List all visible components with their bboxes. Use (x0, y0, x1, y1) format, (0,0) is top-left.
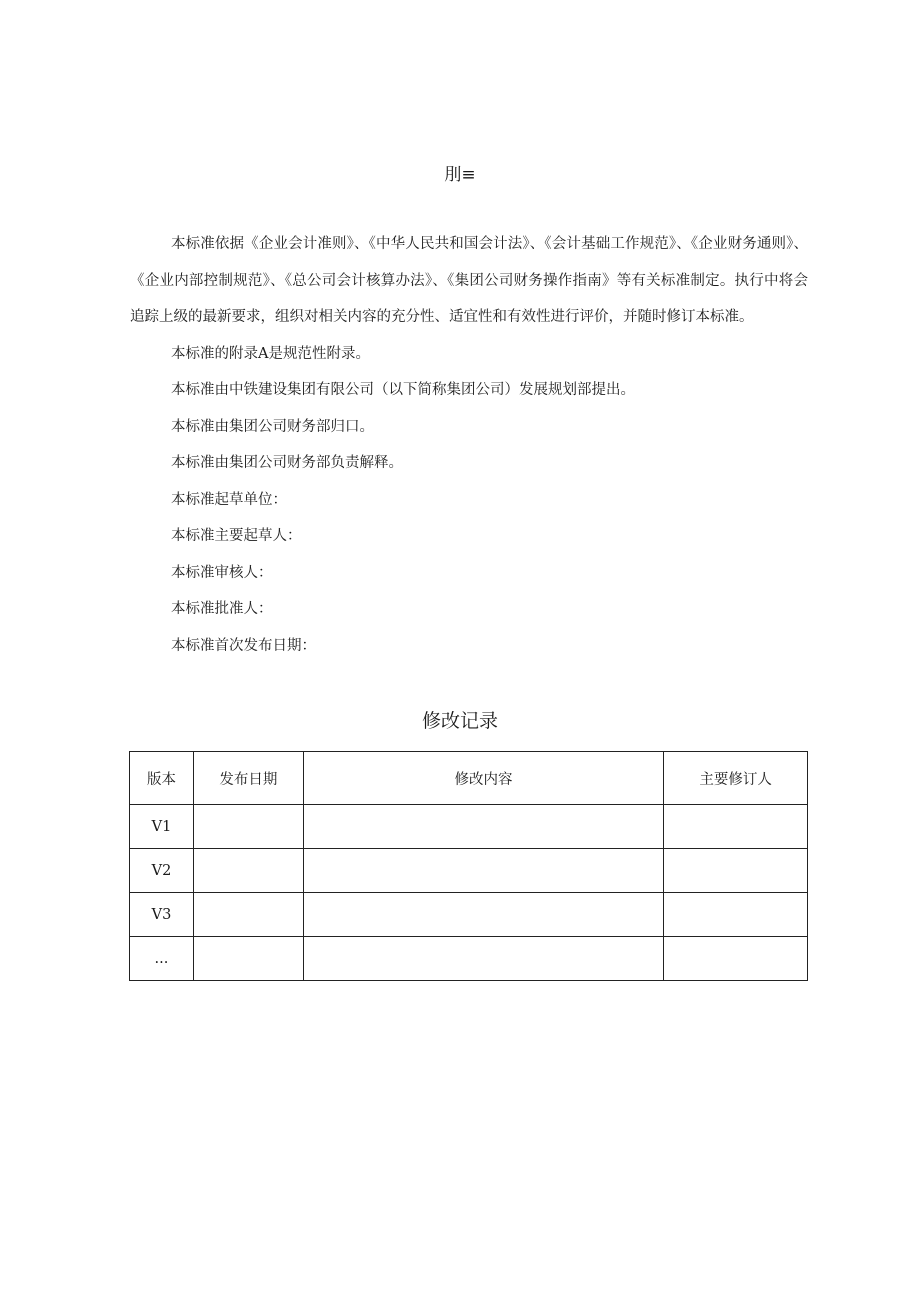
cell-main-reviser (664, 893, 808, 937)
cell-main-reviser (664, 937, 808, 981)
cell-release-date (193, 937, 303, 981)
cell-main-reviser (664, 805, 808, 849)
cell-version: ... (130, 937, 194, 981)
body-line-first-release-date: 本标准首次发布日期： (171, 637, 316, 654)
table-header-row (130, 752, 808, 805)
document-body (130, 226, 808, 664)
intro-paragraph: 本标准依据《企业会计准则》、《中华人民共和国会计法》、《会计基础工作规范》、《企业财务通则》、《企业内部控制规范》、《总公司会计核算办法》、《集团公司财务操作指南》等有关标准制定。执行中将会追踪上级的最新要求，组织对相关内容的充分性、适宜性和有效性进行评价，并随时修订本标准。 (130, 236, 808, 325)
cell-version: V1 (130, 805, 194, 849)
cell-main-reviser (664, 849, 808, 893)
cell-release-date (193, 805, 303, 849)
table-row (130, 805, 808, 849)
table-row (130, 937, 808, 981)
table-row (130, 849, 808, 893)
header-main-reviser: 主要修订人 (664, 752, 808, 805)
revision-record-title: 修改记录 (421, 710, 498, 732)
body-line-drafting-unit: 本标准起草单位： (171, 491, 287, 508)
page-title: 刖≡ (444, 165, 476, 185)
cell-change-content (303, 893, 663, 937)
table-row (130, 893, 808, 937)
body-line-approver: 本标准批准人： (171, 601, 273, 617)
header-change-content: 修改内容 (303, 752, 663, 805)
body-line-proposed-by: 本标准由中铁建设集团有限公司（以下简称集团公司）发展规划部提出。 (171, 382, 635, 398)
body-line-reviewer: 本标准审核人： (171, 564, 273, 581)
body-line-main-drafters: 本标准主要起草人： (171, 528, 302, 544)
cell-release-date (193, 849, 303, 893)
header-version: 版本 (130, 752, 194, 805)
cell-version: V3 (130, 893, 194, 937)
cell-change-content (303, 805, 663, 849)
cell-change-content (303, 849, 663, 893)
body-line-interpreted-by: 本标准由集团公司财务部负责解释。 (171, 455, 403, 471)
body-line-managed-by: 本标准由集团公司财务部归口。 (171, 418, 374, 435)
revision-table (129, 751, 808, 981)
header-release-date: 发布日期 (193, 752, 303, 805)
cell-change-content (303, 937, 663, 981)
body-line-appendix: 本标准的附录A是规范性附录。 (171, 345, 370, 362)
cell-version: V2 (130, 849, 194, 893)
cell-release-date (193, 893, 303, 937)
